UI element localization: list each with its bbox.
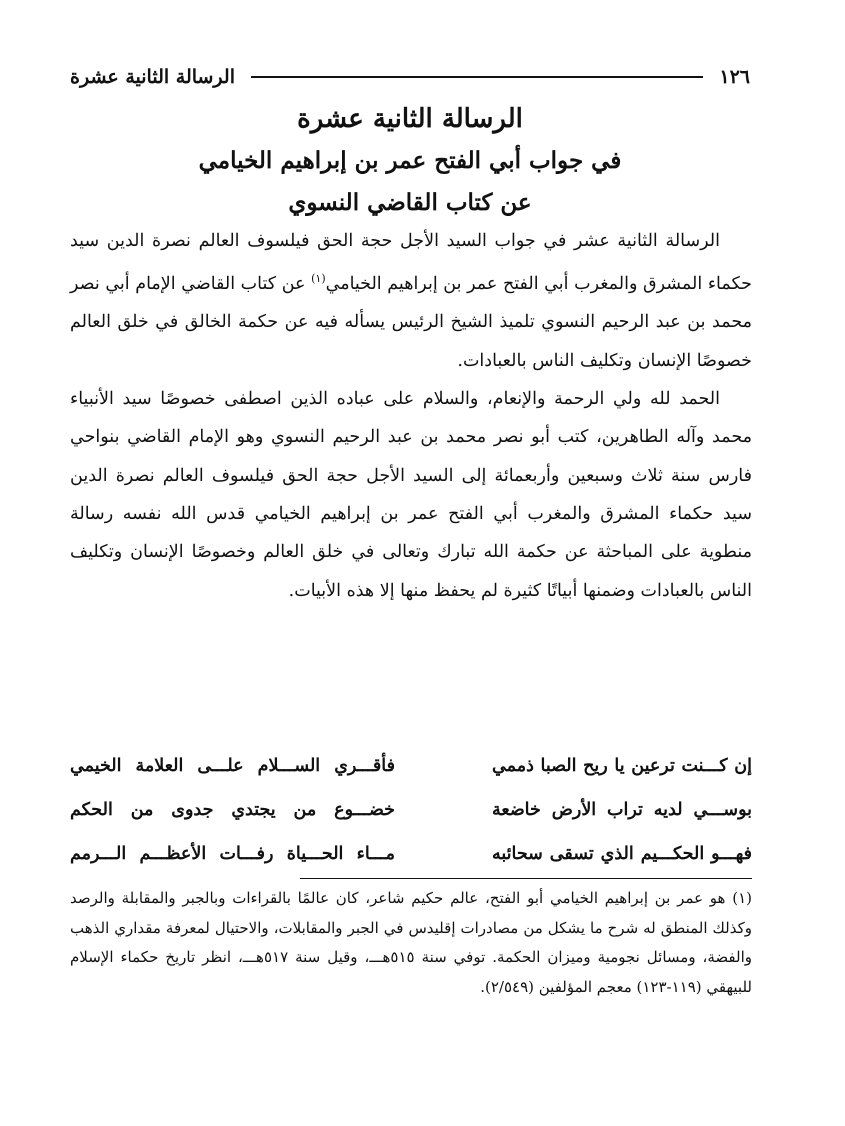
verse-first-hemistich: بوســـي لديه تراب الأرض خاضعة [492,800,752,820]
chapter-subtitle-2: عن كتاب القاضي النسوي [288,189,532,216]
page-number: ١٢٦ [719,66,750,88]
footnote-marker[interactable]: (١) [311,272,326,286]
running-title: الرسالة الثانية عشرة [70,66,235,88]
footnote-rule [300,878,752,879]
chapter-title: الرسالة الثانية عشرة [297,104,523,134]
verse-second-hemistich: خضـــوع من يجتدي جدوى من الحكم [70,800,395,820]
footnotes [70,884,752,1002]
running-header [70,62,750,92]
verse-second-hemistich: فأقـــري الســـلام علـــى العلامة الخيمي [70,756,395,776]
paragraph-intro [70,222,752,380]
body-text [70,222,752,610]
chapter-subtitle: في جواب أبي الفتح عمر بن إبراهيم الخيامي [198,147,622,174]
paragraph-intro-text-b: عن كتاب القاضي الإمام أبي نصر محمد بن عبد الرحيم النسوي تلميذ الشيخ الرئيس يسأله فيه عن حكمة الخالق في خلق العالم خصوصًا الإنسان وتكليف الناس بالعبادات. [70,274,752,371]
verse-second-hemistich: مـــاء الحـــياة رفـــات الأعظـــم الـــرمم [70,844,395,864]
chapter-title-block [70,98,750,224]
poem-verse [70,788,752,832]
poem [70,744,752,876]
paragraph-intro-text-a: الرسالة الثانية عشر في جواب السيد الأجل حجة الحق فيلسوف العالم نصرة الدين سيد حكماء المشرق والمغرب أبي الفتح عمر بن إبراهيم الخيامي [70,231,752,295]
poem-verse [70,744,752,788]
footnote-1: (١) هو عمر بن إبراهيم الخيامي أبو الفتح، عالم حكيم شاعر، كان عالمًا بالقراءات وبالجبر والمقابلة والرصد وكذلك المنطق له شرح ما يشكل من مصادرات إقليدس في الجبر والمقابلات، والاحتيال لمعرفة مقداري الذهب والفضة، ومسائل نجومية وميزان الحكمة. توفي سنة ٥١٥هـــ، وقيل سنة ٥١٧هـــ، انظر تاريخ حكماء الإسلام للبيهقي (١١٩-١٢٣) معجم المؤلفين (٢/٥٤٩). [70,889,752,996]
poem-verse [70,832,752,876]
header-rule [251,76,703,78]
verse-first-hemistich: إن كـــنت ترعين يا ريح الصبا ذممي [492,756,752,776]
verse-first-hemistich: فهـــو الحكـــيم الذي تسقى سحائبه [492,844,752,864]
paragraph-main: الحمد لله ولي الرحمة والإنعام، والسلام على عباده الذين اصطفى خصوصًا سيد الأنبياء محمد وآله الطاهرين، كتب أبو نصر محمد بن عبد الرحيم النسوي وهو الإمام القاضي بنواحي فارس سنة ثلاث وسبعين وأربعمائة إلى السيد الأجل حجة الحق فيلسوف العالم نصرة الدين سيد حكماء المشرق والمغرب أبي الفتح عمر بن إبراهيم الخيامي قدس الله نفسه رسالة منطوية على المباحثة عن حكمة الله تبارك وتعالى في خلق العالم وخصوصًا الإنسان وتكليف الناس بالعبادات وضمنها أبياتًا كثيرة لم يحفظ منها إلا هذه الأبيات. [70,389,752,601]
